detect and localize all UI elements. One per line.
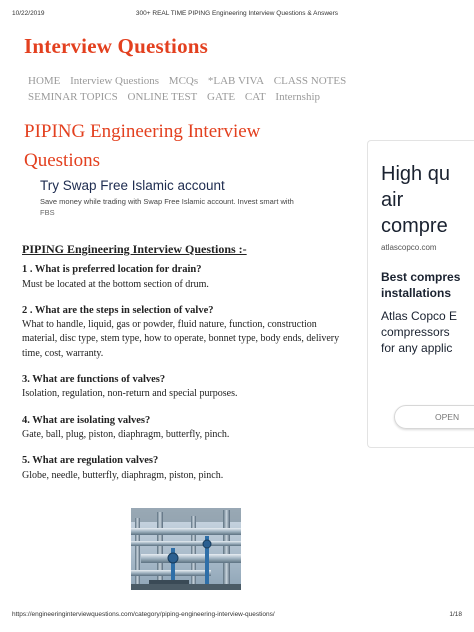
question: 1 . What is preferred location for drain? (22, 264, 202, 276)
article-title: PIPING Engineering Interview Questions (24, 121, 261, 171)
side-ad-sub-line: Best compres (381, 270, 461, 284)
piping-photo (131, 508, 241, 590)
qa-item (22, 373, 352, 402)
inline-ad-body: Save money while trading with Swap Free Islamic account. Invest smart with (40, 197, 294, 206)
main-nav (28, 73, 448, 105)
side-ad-domain: atlascopco.com (381, 243, 437, 252)
qa-item (22, 414, 352, 443)
nav-item-gate[interactable]: GATE (207, 91, 236, 103)
nav-item-seminar-topics[interactable]: SEMINAR TOPICS (28, 91, 118, 103)
side-ad-desc-line: for any applic (381, 341, 453, 355)
nav-item-class-notes[interactable]: CLASS NOTES (273, 75, 347, 87)
answer: Globe, needle, butterfly, diaphragm, piston, pinch. (22, 469, 224, 481)
side-ad-desc-line: compressors (381, 325, 450, 339)
side-ad-sub-line: installations (381, 286, 452, 300)
inline-ad-source: FBS (40, 208, 55, 217)
article-content (22, 242, 352, 495)
answer: Isolation, regulation, non-return and special purposes. (22, 388, 238, 400)
nav-item-online-test[interactable]: ONLINE TEST (127, 91, 198, 103)
print-page-title: 300+ REAL TIME PIPING Engineering Interview Questions & Answers (135, 10, 339, 17)
answer: Gate, ball, plug, piston, diaphragm, butterfly, pinch. (22, 428, 230, 440)
answer: Must be located at the bottom section of drum. (22, 278, 209, 290)
question: 3. What are functions of valves? (22, 374, 166, 386)
question: 4. What are isolating valves? (22, 414, 151, 426)
inline-ad-headline[interactable]: Try Swap Free Islamic account (40, 178, 225, 193)
side-ad-headline-line: air (381, 189, 404, 211)
print-footer (12, 611, 462, 621)
answer: What to handle, liquid, gas or powder, fluid nature, function, construction material, disc type, stem type, how to operate, bonnet type, body ends, delivery time, cost, warranty. (22, 319, 340, 359)
side-ad-headline-line: High qu (381, 163, 450, 185)
nav-item-home[interactable]: HOME (28, 75, 61, 87)
print-page-number: 1/18 (449, 611, 462, 618)
qa-item (22, 263, 352, 292)
nav-item-cat[interactable]: CAT (244, 91, 266, 103)
nav-item-mcqs[interactable]: MCQs (168, 75, 199, 87)
print-url: https://engineeringinterviewquestions.com/category/piping-engineering-interview-questions/ (12, 611, 275, 618)
side-ad-subheading (381, 269, 460, 301)
side-ad-description (381, 308, 457, 356)
print-date: 10/22/2019 (12, 10, 45, 17)
side-ad[interactable] (367, 140, 474, 448)
inline-ad[interactable] (40, 177, 312, 217)
side-ad-open-button[interactable]: OPEN (394, 405, 474, 429)
side-ad-headline[interactable] (381, 161, 450, 239)
qa-item (22, 454, 352, 483)
content-heading: PIPING Engineering Interview Questions :- (22, 242, 247, 256)
print-header (12, 10, 462, 22)
side-ad-headline-line: compre (381, 215, 448, 237)
side-ad-desc-line: Atlas Copco E (381, 309, 458, 323)
question: 2 . What are the steps in selection of valve? (22, 304, 214, 316)
nav-item-lab-viva[interactable]: *LAB VIVA (207, 75, 265, 87)
nav-item-internship[interactable]: Internship (275, 91, 321, 103)
qa-item (22, 304, 352, 361)
question: 5. What are regulation valves? (22, 455, 159, 467)
nav-item-interview-questions[interactable]: Interview Questions (70, 75, 160, 87)
site-title-link[interactable]: Interview Questions (24, 34, 209, 58)
